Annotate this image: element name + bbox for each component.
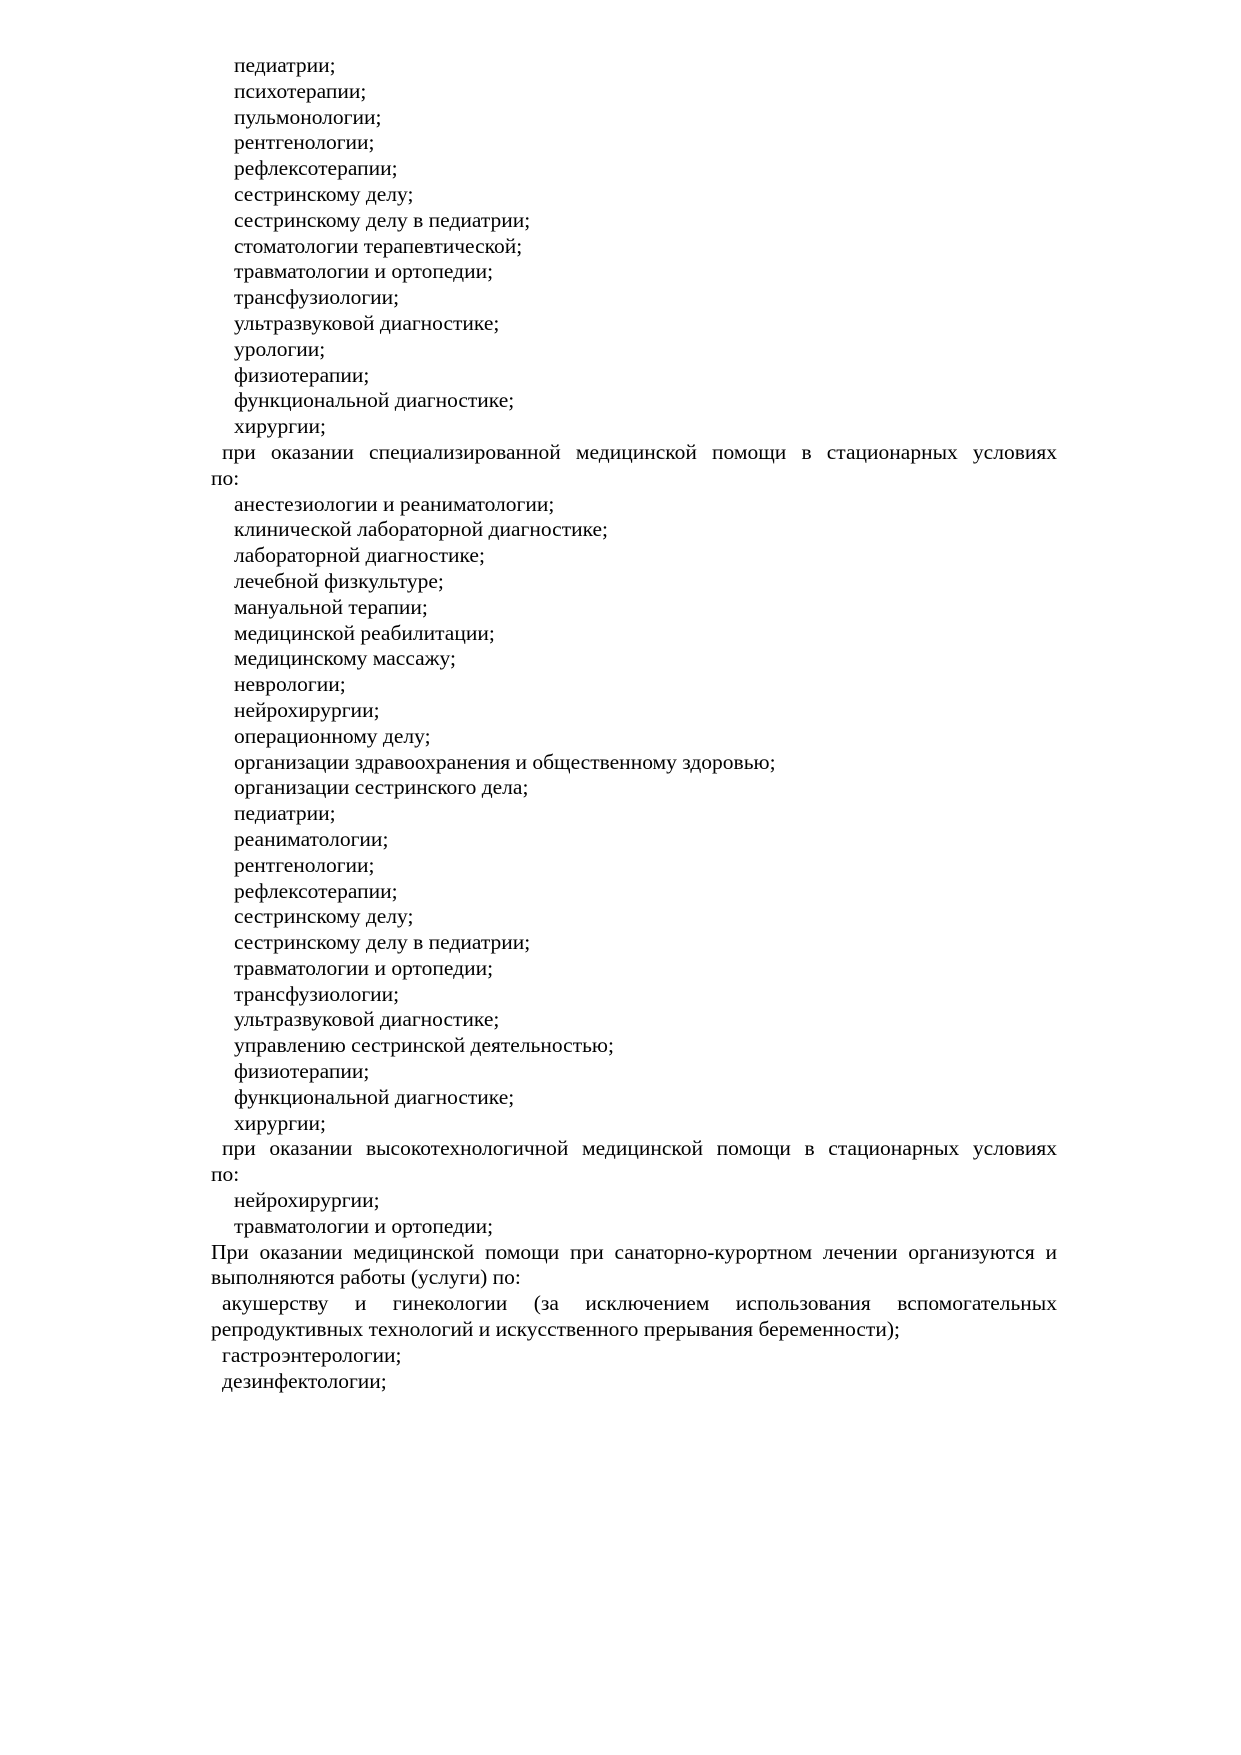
section-sanatorium-care [211, 1240, 1057, 1395]
list-item: организации здравоохранения и общественному здоровью; [234, 749, 776, 774]
document-page [211, 53, 1057, 1394]
list-item: рентгенологии; [234, 130, 375, 155]
list-item: педиатрии; [234, 801, 336, 826]
list-item: мануальной терапии; [234, 594, 428, 619]
list-item: стоматологии терапевтической; [234, 233, 523, 258]
list-item: ультразвуковой диагностике; [234, 1007, 500, 1032]
list-item: рентгенологии; [234, 852, 375, 877]
list-outpatient-tail [211, 53, 1057, 440]
paragraph-line: При оказании медицинской помощи при санаторно-курортном лечении организуются и [211, 1239, 1057, 1264]
list-item: лабораторной диагностике; [234, 543, 485, 568]
list-item: нейрохирургии; [234, 697, 380, 722]
list-item: управлению сестринской деятельностью; [234, 1033, 614, 1058]
section-heading: при оказании специализированной медицинской помощи в стационарных условиях [222, 439, 1057, 464]
list-item: сестринскому делу в педиатрии; [234, 930, 531, 955]
list-item: хирургии; [234, 1110, 327, 1135]
paragraph-line: выполняются работы (услуги) по: [211, 1265, 521, 1290]
list-item: лечебной физкультуре; [234, 568, 444, 593]
list-item: анестезиологии и реаниматологии; [234, 491, 555, 516]
list-item: трансфузиологии; [234, 981, 400, 1006]
list-item: рефлексотерапии; [234, 156, 398, 181]
list-item: медицинской реабилитации; [234, 620, 495, 645]
section-high-tech-care [211, 1136, 1057, 1239]
list-item: медицинскому массажу; [234, 646, 456, 671]
list-item: психотерапии; [234, 78, 367, 103]
list-item: пульмонологии; [234, 104, 382, 129]
list-item: травматологии и ортопедии; [234, 955, 494, 980]
section-heading-continuation: по: [211, 465, 240, 490]
list-item: травматологии и ортопедии; [234, 1213, 494, 1238]
list-item: урологии; [234, 336, 326, 361]
section-heading: при оказании высокотехнологичной медицинской помощи в стационарных условиях [222, 1136, 1057, 1161]
list-item: гастроэнтерологии; [222, 1342, 402, 1367]
list-item: клинической лабораторной диагностике; [234, 517, 609, 542]
list-item: неврологии; [234, 672, 346, 697]
list-item: хирургии; [234, 414, 327, 439]
section-heading-continuation: по: [211, 1162, 240, 1187]
list-item: нейрохирургии; [234, 1188, 380, 1213]
list-item: педиатрии; [234, 53, 336, 77]
list-item: операционному делу; [234, 723, 431, 748]
list-item: дезинфектологии; [222, 1368, 387, 1393]
list-item: рефлексотерапии; [234, 878, 398, 903]
list-item: организации сестринского дела; [234, 775, 529, 800]
list-item: функциональной диагностике; [234, 388, 515, 413]
list-item: травматологии и ортопедии; [234, 259, 494, 284]
list-item: физиотерапии; [234, 1059, 370, 1084]
list-item: физиотерапии; [234, 362, 370, 387]
section-specialized-care [211, 440, 1057, 1137]
list-item: акушерству и гинекологии (за исключением использования вспомогательных [222, 1291, 1057, 1316]
list-item: сестринскому делу; [234, 181, 414, 206]
list-item: ультразвуковой диагностике; [234, 310, 500, 335]
list-item: сестринскому делу в педиатрии; [234, 207, 531, 232]
list-item: трансфузиологии; [234, 285, 400, 310]
list-item: реаниматологии; [234, 826, 389, 851]
list-item-continuation: репродуктивных технологий и искусственного прерывания беременности); [211, 1317, 900, 1342]
list-item: сестринскому делу; [234, 904, 414, 929]
list-item: функциональной диагностике; [234, 1084, 515, 1109]
